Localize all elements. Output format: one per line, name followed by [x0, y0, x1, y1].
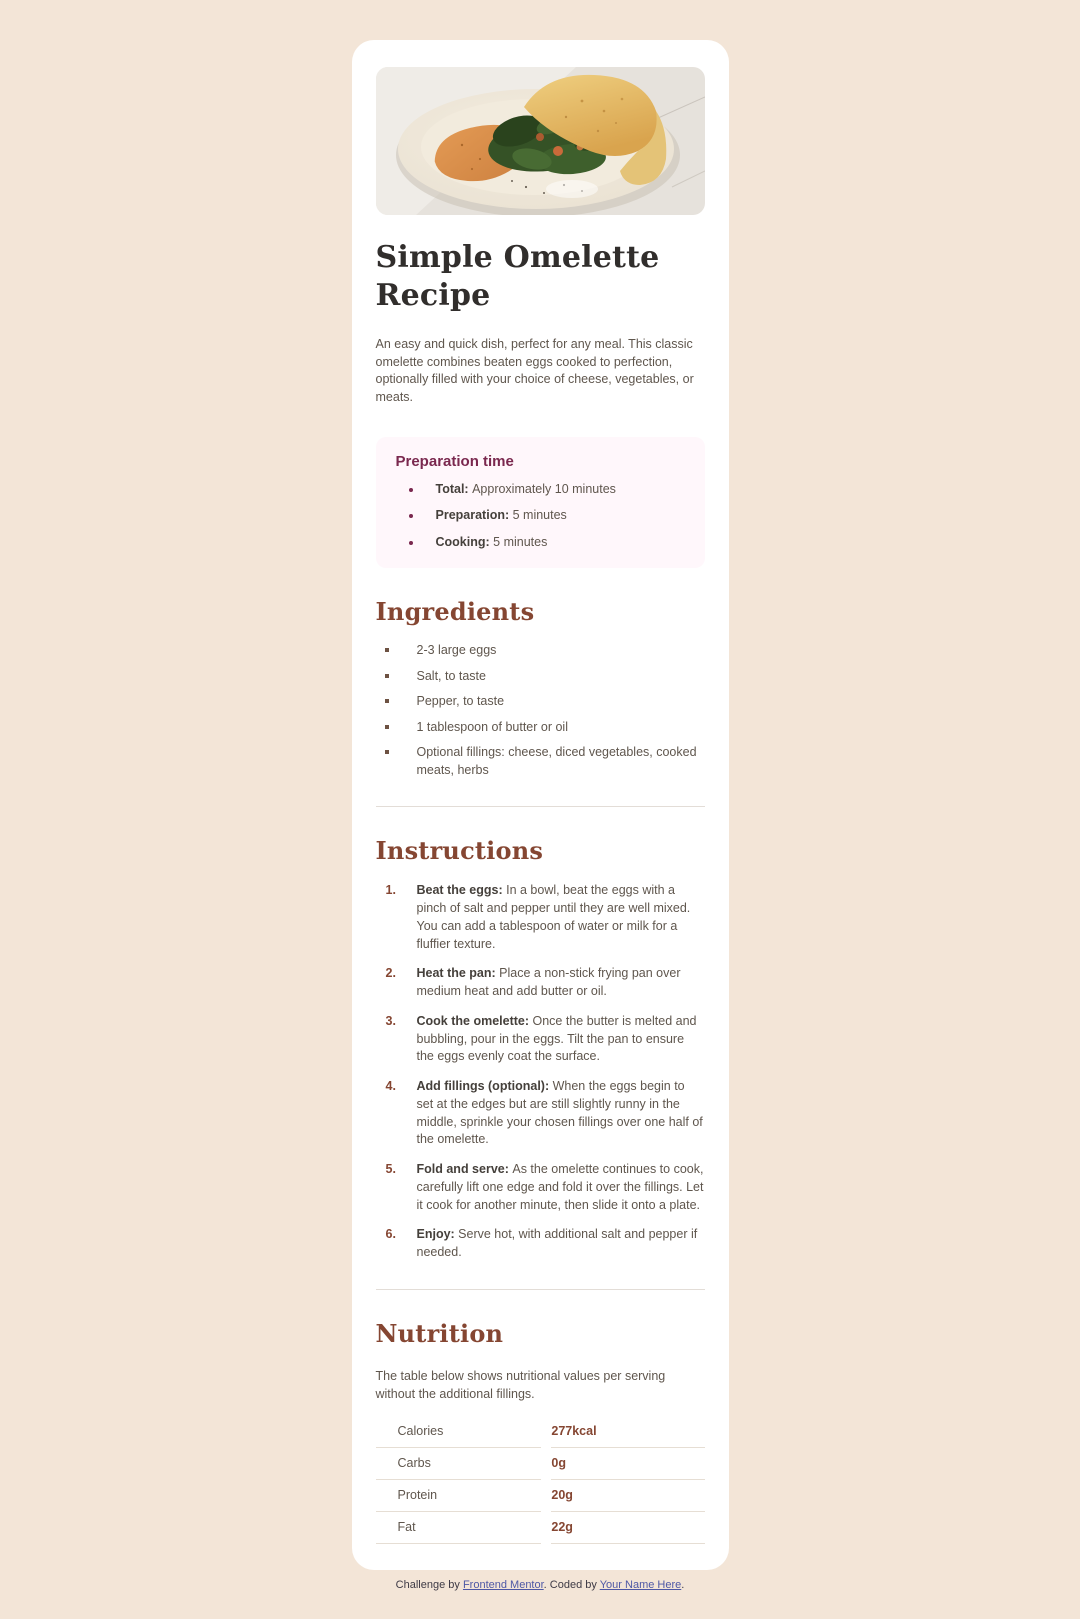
attribution-prefix: Challenge by — [395, 1579, 463, 1592]
section-divider — [376, 806, 705, 807]
list-item: 1. Beat the eggs: In a bowl, beat the eggs with a pinch of salt and pepper until they are well mixed. You can add a tablespoon of water or milk for a fluffier texture. — [385, 883, 691, 951]
step-number: 4. — [385, 1079, 396, 1094]
table-row — [376, 1448, 705, 1480]
nutrition-label: Calories — [376, 1416, 542, 1448]
page-title: Simple Omelette Recipe — [375, 240, 660, 314]
ingredients-heading: Ingredients — [375, 597, 535, 627]
preparation-time-box — [376, 437, 705, 569]
preparation-time-list — [396, 481, 685, 552]
recipe-card — [352, 40, 729, 1570]
nutrition-description: The table below shows nutritional values per serving without the additional fillings. — [375, 1368, 666, 1401]
nutrition-value: 0g — [551, 1448, 704, 1480]
list-item: 4. Add fillings (optional): When the eggs begin to set at the edges but are still slightly runny in the middle, sprinkle your chosen fillings over one half of the omelette. — [385, 1079, 703, 1147]
recipe-photo — [376, 67, 705, 215]
table-row — [376, 1512, 705, 1544]
step-number: 3. — [385, 1013, 396, 1028]
step-number: 5. — [385, 1162, 396, 1177]
attribution-suffix: . — [681, 1579, 685, 1592]
author-link[interactable]: Your Name Here — [599, 1579, 682, 1592]
list-item: Total: Approximately 10 minutes — [396, 481, 685, 499]
list-item: Optional fillings: cheese, diced vegetables, cooked meats, herbs — [376, 744, 705, 779]
step-number: 6. — [385, 1227, 396, 1242]
list-item: Salt, to taste — [376, 668, 705, 686]
step-number: 1. — [385, 883, 396, 898]
recipe-description: An easy and quick dish, perfect for any meal. This classic omelette combines beaten eggs cooked to perfection, optionally filled with your choice of cheese, vegetables, or meats. — [375, 336, 694, 405]
list-item: 5. Fold and serve: As the omelette continues to cook, carefully lift one edge and fold it over the fillings. Let it cook for another minute, then slide it onto a plate. — [385, 1162, 704, 1212]
list-item: Preparation: 5 minutes — [396, 507, 685, 525]
step-number: 2. — [385, 966, 396, 981]
nutrition-value: 22g — [551, 1512, 704, 1544]
list-item: 6. Enjoy: Serve hot, with additional salt and pepper if needed. — [385, 1227, 698, 1260]
list-item: 2-3 large eggs — [376, 642, 705, 660]
nutrition-table — [366, 1416, 715, 1544]
attribution-footer — [0, 1579, 1080, 1591]
nutrition-value: 277kcal — [551, 1416, 704, 1448]
list-item: Pepper, to taste — [376, 693, 705, 711]
list-item: Cooking: 5 minutes — [396, 534, 685, 552]
list-item: 1 tablespoon of butter or oil — [376, 719, 705, 737]
nutrition-label: Fat — [376, 1512, 542, 1544]
omelette-photo-illustration — [376, 67, 705, 215]
nutrition-label: Protein — [376, 1480, 542, 1512]
preparation-time-title: Preparation time — [395, 452, 514, 470]
attribution-middle: . Coded by — [543, 1579, 600, 1592]
nutrition-value: 20g — [551, 1480, 704, 1512]
table-row — [376, 1416, 705, 1448]
ingredients-list — [376, 642, 705, 779]
frontend-mentor-link[interactable]: Frontend Mentor — [462, 1579, 544, 1592]
section-divider — [376, 1289, 705, 1290]
list-item: 2. Heat the pan: Place a non-stick frying pan over medium heat and add butter or oil. — [385, 966, 681, 999]
nutrition-heading: Nutrition — [375, 1318, 504, 1348]
instructions-list — [376, 882, 705, 1262]
list-item: 3. Cook the omelette: Once the butter is melted and bubbling, pour in the eggs. Tilt the pan to ensure the eggs evenly coat the surface. — [385, 1013, 697, 1064]
instructions-heading: Instructions — [375, 836, 544, 866]
nutrition-label: Carbs — [376, 1448, 542, 1480]
table-row — [376, 1480, 705, 1512]
